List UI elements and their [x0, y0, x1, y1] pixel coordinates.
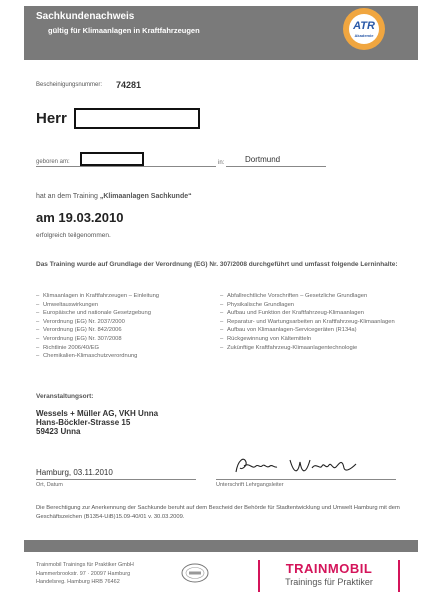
event-location-label: Veranstaltungsort:	[36, 393, 94, 400]
topics-left-column	[36, 292, 216, 361]
company-name: Trainmobil Trainings für Praktiker GmbH	[36, 562, 134, 568]
document-title: Sachkundenachweis	[36, 11, 135, 22]
training-basis-text: Das Training wurde auf Grundlage der Verordnung (EG) Nr. 307/2008 durchgeführt und umfasst folgende Lerninhalte:	[36, 261, 398, 268]
topic-item: – Umweltauswirkungen	[36, 301, 216, 310]
signature-line	[216, 479, 396, 480]
certificate-number-label: Bescheinigungsnummer:	[36, 82, 103, 88]
topic-item: – Reparatur- und Wartungsarbeiten an Kraftfahrzeug-Klimaanlagen	[220, 318, 410, 327]
topic-item: – Physikalische Grundlagen	[220, 301, 410, 310]
trainmobil-tagline: Trainings für Praktiker	[285, 577, 373, 587]
birth-place-line	[226, 166, 326, 167]
company-info	[36, 561, 134, 587]
salutation: Herr	[36, 110, 67, 127]
document-subtitle: gültig für Klimaanlagen in Kraftfahrzeugen	[48, 26, 200, 35]
event-location-line-3: 59423 Unna	[36, 427, 81, 436]
signature-label: Unterschrift Lehrgangsleiter	[216, 482, 284, 488]
topic-item: – Verordnung (EG) Nr. 842/2006	[36, 326, 216, 335]
place-date-label: Ort, Datum	[36, 482, 63, 488]
tuv-seal-icon	[180, 562, 210, 584]
topic-item: – Abfallrechtliche Vorschriften – Gesetzliche Grundlagen	[220, 292, 410, 301]
signature-image	[232, 452, 362, 478]
topic-item: – Rückgewinnung von Kältemitteln	[220, 335, 410, 344]
topic-item: – Verordnung (EG) Nr. 2037/2000	[36, 318, 216, 327]
trainmobil-logo: TRAINMOBIL	[285, 561, 373, 576]
authorization-note: Die Berechtigung zur Anerkennung der Sachkunde beruht auf dem Bescheid der Behörde für Stadtentwicklung und Umwelt Hamburg mit dem Geschäftszeichen (B1354-UiB)15.09-40/01 v. 30.03.2009.	[36, 505, 400, 520]
topic-item: – Europäische und nationale Gesetzgebung	[36, 309, 216, 318]
training-intro: hat an dem Training	[36, 193, 100, 200]
company-register: Handelsreg. Hamburg HRB 76462	[36, 579, 120, 585]
place-date-line	[36, 479, 196, 480]
topic-item: – Aufbau von Klimaanlagen-Servicegeräten (R134a)	[220, 326, 410, 335]
topic-item: – Chemikalien-Klimaschutzverordnung	[36, 352, 216, 361]
topics-right-column	[220, 292, 410, 352]
training-date: am 19.03.2010	[36, 210, 124, 225]
training-result: erfolgreich teilgenommen.	[36, 232, 111, 239]
training-statement	[36, 193, 192, 200]
topic-item: – Verordnung (EG) Nr. 307/2008	[36, 335, 216, 344]
birth-place-label: in:	[218, 160, 225, 166]
topic-item: – Zukünftige Kraftfahrzeug-Klimaanlagentechnologie	[220, 344, 410, 353]
event-location-line-2: Hans-Böckler-Strasse 15	[36, 418, 131, 427]
event-location-line-1: Wessels + Müller AG, VKH Unna	[36, 409, 159, 418]
certificate-number: 74281	[116, 80, 142, 90]
company-address: Hammerbrookstr. 97 · 20097 Hamburg	[36, 570, 131, 577]
atr-logo-subtext: Akademie	[354, 33, 374, 38]
birth-place-value: Dortmund	[245, 155, 281, 164]
topic-item: – Richtlinie 2006/40/EG	[36, 344, 216, 353]
redacted-name-box	[74, 108, 200, 129]
topic-item: – Klimaanlagen in Kraftfahrzeugen – Einleitung	[36, 292, 216, 301]
birth-date-label: geboren am:	[36, 159, 70, 165]
topic-item: – Aufbau und Funktion der Kraftfahrzeug-Klimaanlagen	[220, 309, 410, 318]
signing-place-date: Hamburg, 03.11.2010	[36, 468, 113, 477]
footer-bar	[24, 540, 418, 552]
training-name: „Klimaanlagen Sachkunde“	[99, 193, 192, 200]
redacted-birth-date-box	[80, 152, 144, 166]
birth-date-line	[36, 166, 216, 167]
atr-logo-text: ATR	[353, 20, 375, 32]
